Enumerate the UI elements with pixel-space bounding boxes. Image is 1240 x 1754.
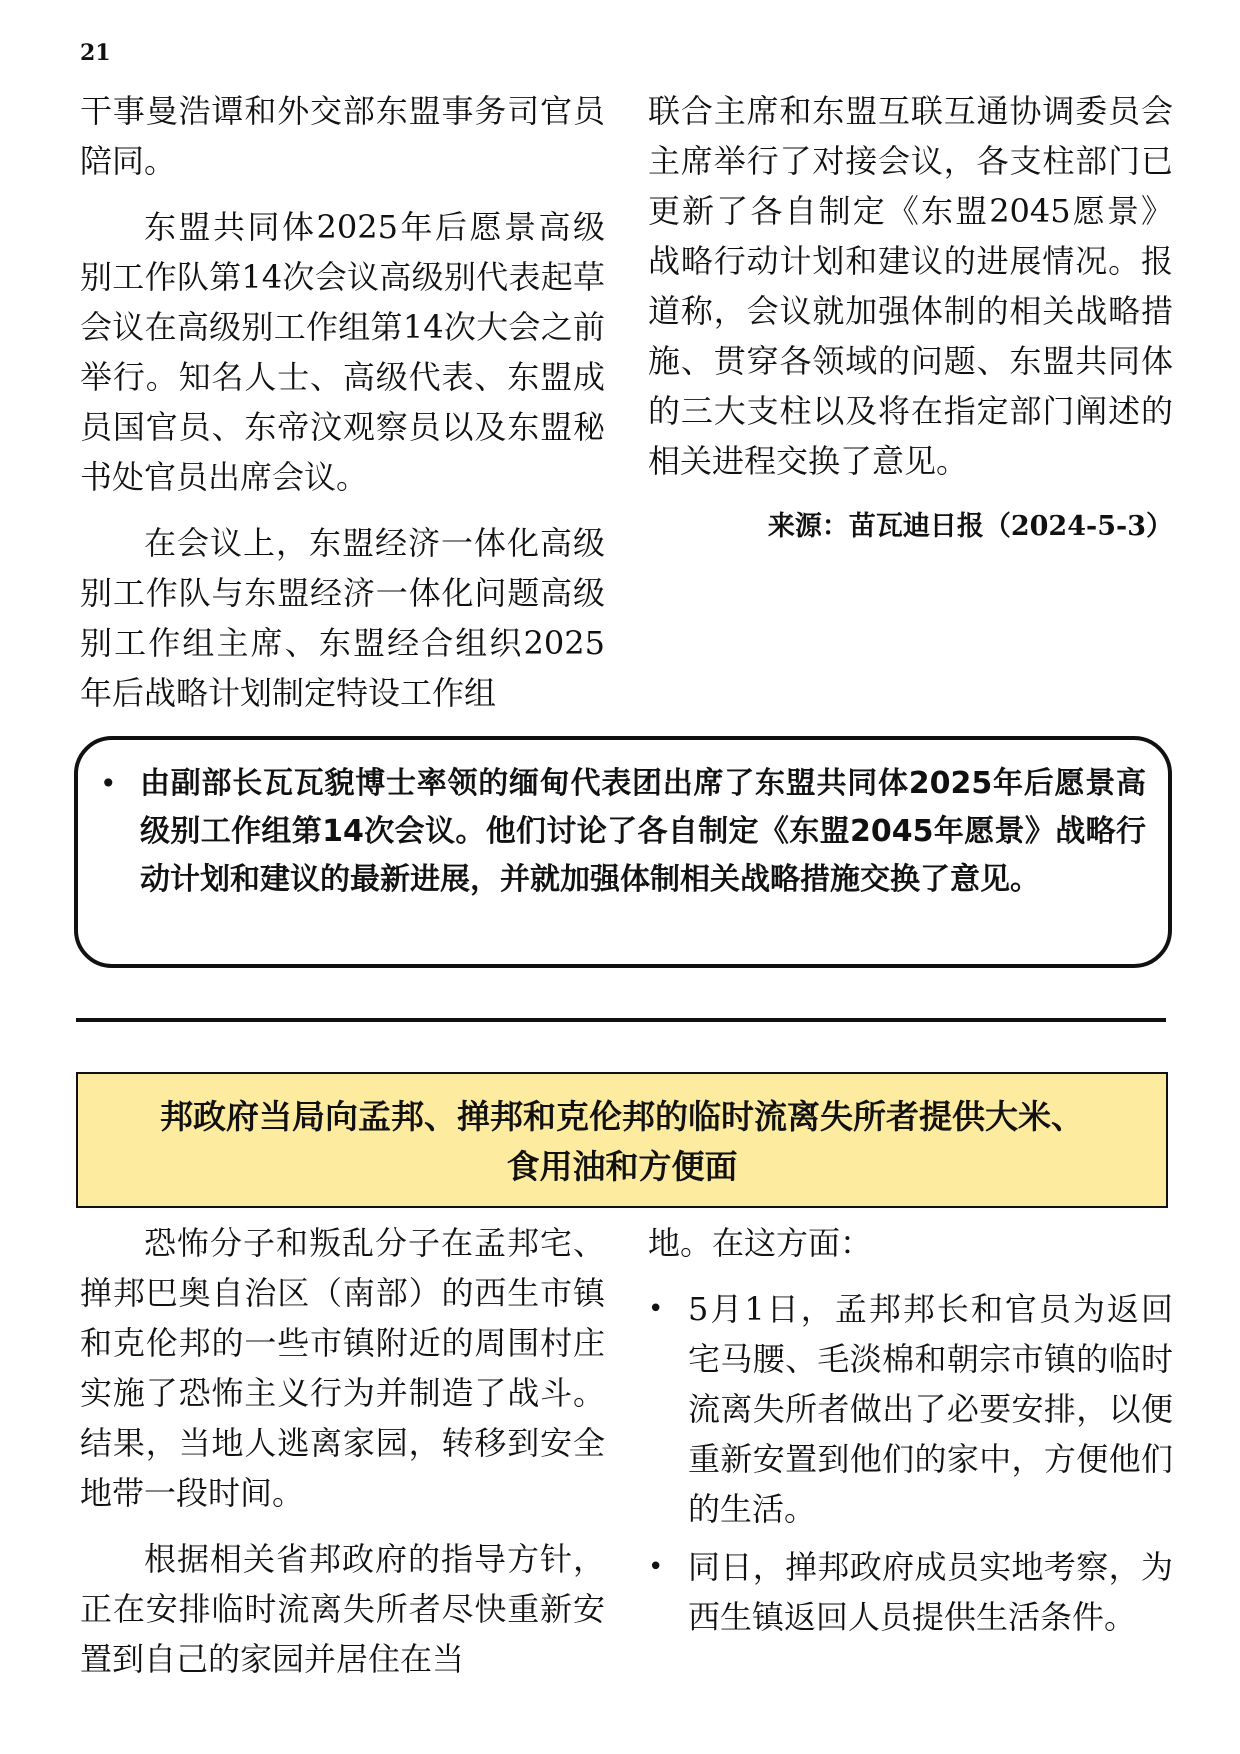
bullet-icon: • xyxy=(100,767,117,800)
paragraph: 地。在这方面： xyxy=(648,1224,873,1262)
list-item xyxy=(648,1284,1173,1534)
paragraph: 联合主席和东盟互联互通协调委员会主席举行了对接会议，各支柱部门已更新了各自制定《东盟2045愿景》战略行动计划和建议的进展情况。报道称，会议就加强体制的相关战略措施、贯穿各领域的问题、东盟共同体的三大支柱以及将在指定部门阐述的相关进程交换了意见。 xyxy=(648,92,1173,480)
paragraph: 东盟共同体2025年后愿景高级别工作队第14次会议高级别代表起草会议在高级别工作组第14次大会之前举行。知名人士、高级代表、东盟成员国官员、东帝汶观察员以及东盟秘书处官员出席会议。 xyxy=(80,208,605,496)
article1-column-right xyxy=(648,86,1173,552)
article2-column-left xyxy=(80,1218,605,1700)
summary-callout-box xyxy=(74,736,1172,968)
headline-line-2: 食用油和方便面 xyxy=(506,1147,738,1186)
headline-line-1: 邦政府当局向孟邦、掸邦和克伦邦的临时流离失所者提供大米、 xyxy=(160,1097,1084,1136)
article2-column-right xyxy=(648,1218,1173,1650)
bullet-icon: • xyxy=(648,1552,664,1582)
bullet-icon: • xyxy=(648,1294,664,1324)
paragraph: 根据相关省邦政府的指导方针，正在安排临时流离失所者尽快重新安置到自己的家园并居住在当 xyxy=(80,1540,605,1678)
paragraph: 干事曼浩谭和外交部东盟事务司官员陪同。 xyxy=(80,92,605,180)
callout-text: 由副部长瓦瓦貌博士率领的缅甸代表团出席了东盟共同体2025年后愿景高级别工作组第14次会议。他们讨论了各自制定《东盟2045年愿景》战略行动计划和建议的最新进展，并就加强体制相关战略措施交换了意见。 xyxy=(140,766,1146,897)
list-item xyxy=(648,1542,1173,1642)
source-line: 来源：苗瓦迪日报（2024-5-3） xyxy=(767,511,1173,542)
section-divider xyxy=(76,1018,1166,1022)
article1-column-left xyxy=(80,86,605,734)
list-item-text: 同日，掸邦政府成员实地考察，为西生镇返回人员提供生活条件。 xyxy=(688,1548,1173,1636)
article2-headline xyxy=(76,1072,1168,1208)
paragraph: 在会议上，东盟经济一体化高级别工作队与东盟经济一体化问题高级别工作组主席、东盟经合组织2025年后战略计划制定特设工作组 xyxy=(80,524,605,712)
list-item-text: 5月1日，孟邦邦长和官员为返回宅马腰、毛淡棉和朝宗市镇的临时流离失所者做出了必要安排，以便重新安置到他们的家中，方便他们的生活。 xyxy=(688,1290,1173,1528)
paragraph: 恐怖分子和叛乱分子在孟邦宅、掸邦巴奥自治区（南部）的西生市镇和克伦邦的一些市镇附近的周围村庄实施了恐怖主义行为并制造了战斗。结果，当地人逃离家园，转移到安全地带一段时间。 xyxy=(80,1224,605,1512)
page-number: 21 xyxy=(80,40,111,66)
callout-item xyxy=(100,760,1146,904)
